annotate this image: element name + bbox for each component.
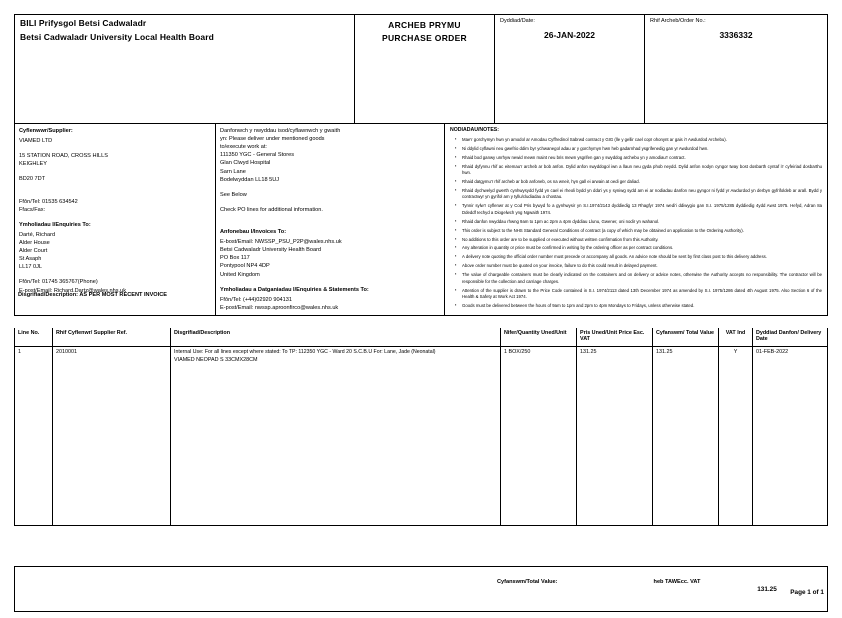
note-item: ▪ Tynnir sylw'r cyflenwr at y Cod Pris bywyd fo a gynhwysir yn S.I.1974/2143 dyddiedig 13 Rhagfyr 1974 wedi'i ddiwygio gan S.I. 1975/1285 dyddiedig 4ydd Awst 1975. Hefyd, Adran 8a Ddeddf Iechyd a Diogelwch yng Ngwaith 1974. [457, 203, 822, 216]
note-item: ▪ Above order number must be quoted on your invoice, failure to do this could result in delayed payment. [457, 263, 822, 269]
supplier-fax: Ffacs/Fax: [19, 206, 46, 213]
title-english: PURCHASE ORDER [382, 33, 467, 43]
col-total-value: Cyfanswm/ Total Value [653, 328, 719, 346]
supplier-address-1: 15 STATION ROAD, CROSS HILLS [19, 153, 109, 160]
note-item: ▪ A delivery note quoting the official order number must precede or accompany all goods. An advice note should be sent by first class post to this delivery address. [457, 254, 822, 260]
line-items-header-row [15, 328, 827, 347]
delivery-heading-line3: to/execute work at: [220, 144, 267, 151]
cell-item-description: VIAMED NEOPAD S 33CMX28CM [174, 356, 258, 363]
title-welsh: ARCHEB PRYMU [388, 20, 461, 30]
note-item: ▪ No additions to this order are to be supplied or executed without written confirmation from this Authority. [457, 237, 822, 243]
col-description: Disgrifiad/Description [171, 328, 501, 346]
cell-internal-use: Internal Use: For all lines except where stated: To TP: 112350 YGC - Ward 20 S.C.B.U For: Lane, Jade (Neonatal) [174, 349, 436, 355]
totals-box [14, 566, 828, 612]
invoice-line-3: PO Box 117 [220, 255, 250, 262]
order-date-label: Dyddiad/Date: [500, 18, 535, 24]
supplier-heading: Cyflenwwr/Supplier: [19, 128, 73, 134]
note-item: ▪ Mae'r gorchymyn hwn yn amodol ar Amodau Cyffredinol Sabrwd contract y GIG (lle y gellir cael copï ohonynt ar gais i'r Awdurdod Archebu). [457, 137, 822, 143]
note-item: ▪ Rhaid dyfynnu rhif ac eitemau'r archeb ar bob anfon. Dylid anfon swyddogol iwn a llaun neu gyda phob neydd. Dylid anfon nodyn cyngor tway bost dosbarth cyntaf i'r cyfeiriad dosbarthu hwn. [457, 164, 822, 177]
enquiries-heading: Ymholiadau I/Enquiries To: [19, 221, 91, 228]
cell-delivery-date: 01-FEB-2022 [756, 349, 789, 355]
invoice-enquiries-heading: Ymholiadau a Datganiadau I/Enquiries & Statements To: [220, 286, 369, 293]
supplier-postcode: BD20 7DT [19, 176, 46, 183]
note-item: ▪ Rhaid danfon nwyddau rhwng 9am to 1pm ac 2pm a 4pm dyddiau Llunu, Gwener, oni nodir yn wahanol. [457, 219, 822, 225]
note-item: ▪ Goods must be delivered between the hours of 9am to 1pm and 2pm to 4pm Mondays to Fridays, unless otherwise stated. [457, 303, 822, 309]
org-name-english: Betsi Cadwaladr University Local Health Board [20, 32, 214, 42]
notes-column [445, 124, 827, 315]
org-name-welsh: BILI Prifysgol Betsi Cadwaladr [20, 18, 147, 28]
invoice-line-2: Betsi Cadwaladr University Health Board [220, 247, 322, 254]
total-value-label: Cyfanswm/Total Value: [497, 579, 558, 585]
col-delivery-date: Dyddiad Danfon/ Delivery Date [756, 330, 822, 342]
notes-heading: NODIADAU/NOTES: [450, 127, 499, 133]
supplier-address-2: KEIGHLEY [19, 161, 47, 168]
enquiries-phone: Ffôn/Tel: 01745 365767(Phone) [19, 279, 98, 286]
note-item: ▪ This order is subject to the NHS Standard General Conditions of contract (a copy of which may be obtained on application to the Ordering Authority). [457, 228, 822, 234]
order-date-value: 26-JAN-2022 [543, 30, 596, 40]
cell-total-value: 131.25 [653, 347, 719, 525]
delivery-site-4: Bodelwyddan LL18 5UJ [220, 176, 280, 183]
enquiries-line-5: LL17 0JL [19, 264, 43, 271]
total-value-amount: 131.25 [757, 586, 777, 593]
cell-line-no: 1 [15, 347, 53, 525]
delivery-site-3: Sarn Lane [220, 168, 246, 175]
order-number-label: Rhif Archeb/Order No.: [650, 18, 706, 24]
delivery-site-1: 111350 YGC - General Stores [220, 152, 295, 159]
delivery-column [216, 124, 445, 315]
notes-list [450, 137, 822, 310]
cell-unit-price: 131.25 [577, 347, 653, 525]
col-unit-price: Pris Uned/Unit Price Esc. VAT [577, 328, 653, 346]
enquiries-line-2: Alder House [19, 239, 50, 246]
note-item: ▪ Attention of the supplier is drawn to the Price Code contained in S.I. 1974/2113 dated 13th December 1974 as amended by S.I. 1975/1286 dated 4th August 1975. Also Section 6 of the Health & Safety at Work Act 1974. [457, 288, 822, 301]
note-item: ▪ The value of chargeable containers must be clearly indicated on the containers and on delivery or advice notes, otherwise the Authority accepts no responsibility. The contractor will be responsible for the collection and carriage charges. [457, 272, 822, 285]
invoice-line-5: United Kingdom [220, 271, 260, 278]
invoice-line-1: E-bost/Email: NWSSP_PSU_P2P@wales.nhs.uk [220, 239, 342, 246]
delivery-site-2: Glan Clwyd Hospital [220, 160, 271, 167]
line-items-table [14, 328, 828, 526]
order-number-value: 3336332 [719, 30, 753, 40]
col-supplier-ref: Rhif Cyflenwr/ Supplier Ref. [53, 328, 171, 346]
delivery-heading-line1: Danfonwch y nwyddau isod/cyflawnwch y gwaith [220, 128, 341, 134]
note-item: ▪ Rhaid datgymu'r rhif archeb ar bob anfoneb, os na wneir, hyn gall ei arwain at oedi ger daliad. [457, 179, 822, 185]
enquiries-line-1: Darté, Richard [19, 231, 56, 238]
vat-label: heb TAWEcc. VAT [653, 579, 701, 585]
supplier-name: VIAMED LTD [19, 138, 53, 145]
document-title-block [355, 15, 495, 123]
document-header [14, 14, 828, 124]
order-number-block [645, 15, 827, 123]
delivery-heading-line2: yn: Please deliver under mentioned goods [220, 136, 325, 143]
cell-description [171, 347, 501, 525]
cell-quantity: 1 BOX/250 [501, 347, 577, 525]
description-note: Disgrifiad/Description: AS PER MOST RECENT INVOICE [18, 292, 167, 298]
col-line-no: Line No. [15, 328, 53, 346]
delivery-see-below: See Below [220, 191, 247, 198]
page-number: Page 1 of 1 [790, 589, 824, 596]
col-quantity: Nifer/Quantity Uned/Unit [501, 328, 577, 346]
supplier-phone: Ffôn/Tel: 01535 634542 [19, 198, 78, 205]
address-and-notes-section [14, 124, 828, 316]
note-item: ▪ Ni ddylid cyflawni neu gwefrio ddim byr ychwanegol adau ar y gorchymyn hwn heb gadarnhad ysgrifenedig gan yr Awdurdod hwn. [457, 146, 822, 152]
organisation-block [15, 15, 355, 123]
enquiries-line-4: St Asaph [19, 256, 42, 263]
enquiries-line-3: Alder Court [19, 248, 48, 255]
invoice-heading: Anfonebau I/Invoices To: [220, 228, 287, 235]
invoice-enquiries-phone: Ffôn/Tel: (+44)02920 904131 [220, 296, 292, 303]
cell-vat-ind: Y [719, 347, 753, 525]
invoice-line-4: Pontypool NP4 4DP [220, 263, 270, 270]
cell-supplier-ref: 2010001 [53, 347, 171, 525]
delivery-check-po: Check PO lines for additional information. [220, 206, 323, 213]
note-item: ▪ Rhaid bod ganwy unrhyw newid mewn maint neu bris mewn ysgrifen gan y swyddog archebu yn y amodiau'r contract. [457, 155, 822, 161]
note-item: ▪ Any alteration in quantity or price must be confirmed in writing by the ordering officer as per contract conditions. [457, 245, 822, 251]
invoice-enquiries-email: E-post/Email: nwssp.aproonfirco@wales.nhs.uk [220, 304, 339, 311]
col-vat-ind: VAT Ind [719, 328, 753, 346]
enquiries-email: E-post/Email: Richard.Dartz@wales.nhs.uk [19, 287, 127, 294]
table-row [15, 347, 827, 525]
supplier-column [15, 124, 216, 315]
note-item: ▪ Rhaid dychwelyd gwerth cynhwysydd fydd yn cael ei rheoli bydd yn dda'i ys y syniwg sydd am ei ar nodiadau danfon neu gyngor ni fydd yr Awdurdod yn derbyn gyfrifoldeb ar arall. Bydd y contractwyr yn gyrifol am y tyllu/cludiadau a chostau. [457, 188, 822, 201]
order-date-block [495, 15, 645, 123]
